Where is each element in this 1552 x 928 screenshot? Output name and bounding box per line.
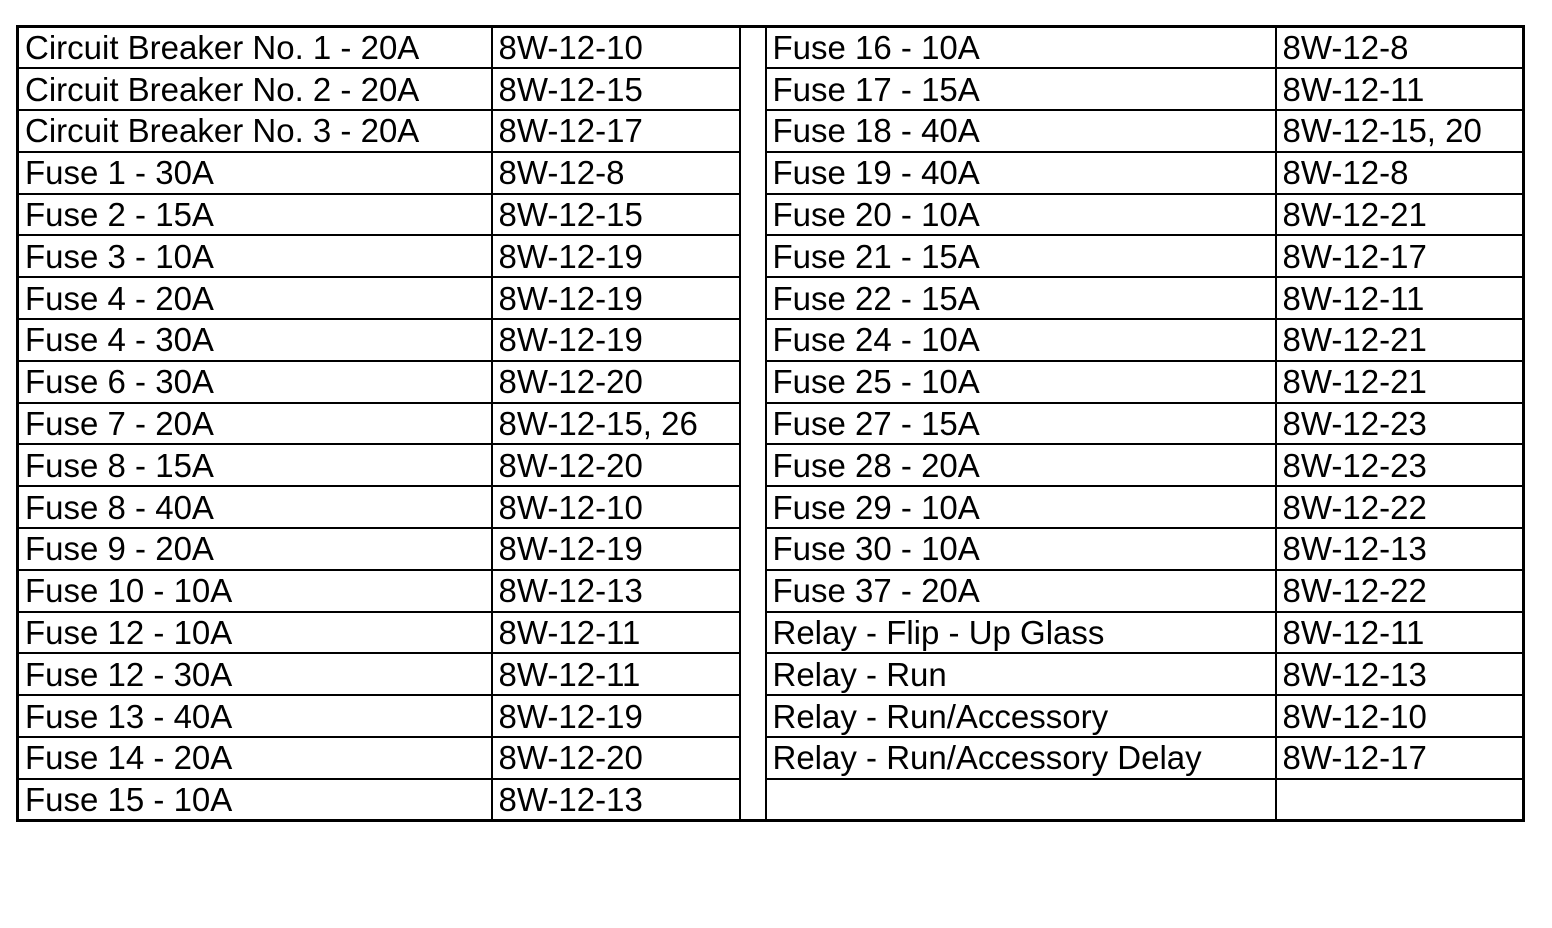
column-gap: [740, 319, 766, 361]
right-ref-cell: 8W-12-17: [1276, 235, 1524, 277]
right-ref-cell: 8W-12-23: [1276, 403, 1524, 445]
left-item-cell: Fuse 12 - 10A: [18, 612, 492, 654]
left-ref-cell: 8W-12-11: [492, 612, 740, 654]
left-ref-cell: 8W-12-20: [492, 737, 740, 779]
right-ref-cell: 8W-12-11: [1276, 277, 1524, 319]
table-row: [18, 361, 1524, 403]
right-item-cell: Relay - Run: [766, 653, 1276, 695]
left-item-cell: Fuse 8 - 15A: [18, 444, 492, 486]
right-ref-cell: 8W-12-13: [1276, 528, 1524, 570]
right-item-cell: Relay - Run/Accessory: [766, 695, 1276, 737]
right-item-cell: Fuse 18 - 40A: [766, 110, 1276, 152]
left-item-cell: Circuit Breaker No. 2 - 20A: [18, 68, 492, 110]
column-gap: [740, 68, 766, 110]
right-item-cell: [766, 779, 1276, 821]
left-ref-cell: 8W-12-13: [492, 779, 740, 821]
left-item-cell: Fuse 9 - 20A: [18, 528, 492, 570]
table-row: [18, 110, 1524, 152]
column-gap: [740, 277, 766, 319]
right-item-cell: Fuse 29 - 10A: [766, 486, 1276, 528]
table-row: [18, 779, 1524, 821]
right-item-cell: Fuse 22 - 15A: [766, 277, 1276, 319]
left-ref-cell: 8W-12-20: [492, 444, 740, 486]
right-ref-cell: 8W-12-22: [1276, 486, 1524, 528]
right-ref-cell: 8W-12-10: [1276, 695, 1524, 737]
column-gap: [740, 235, 766, 277]
table-row: [18, 653, 1524, 695]
right-item-cell: Fuse 28 - 20A: [766, 444, 1276, 486]
column-gap: [740, 444, 766, 486]
right-item-cell: Relay - Flip - Up Glass: [766, 612, 1276, 654]
right-ref-cell: 8W-12-21: [1276, 194, 1524, 236]
right-item-cell: Fuse 19 - 40A: [766, 152, 1276, 194]
column-gap: [740, 528, 766, 570]
right-item-cell: Fuse 20 - 10A: [766, 194, 1276, 236]
table-row: [18, 277, 1524, 319]
table-row: [18, 403, 1524, 445]
left-item-cell: Fuse 12 - 30A: [18, 653, 492, 695]
right-item-cell: Relay - Run/Accessory Delay: [766, 737, 1276, 779]
left-ref-cell: 8W-12-20: [492, 361, 740, 403]
table-row: [18, 68, 1524, 110]
left-ref-cell: 8W-12-10: [492, 27, 740, 69]
table-row: [18, 737, 1524, 779]
left-ref-cell: 8W-12-19: [492, 277, 740, 319]
right-item-cell: Fuse 17 - 15A: [766, 68, 1276, 110]
column-gap: [740, 27, 766, 69]
right-ref-cell: 8W-12-8: [1276, 27, 1524, 69]
column-gap: [740, 653, 766, 695]
right-ref-cell: [1276, 779, 1524, 821]
left-ref-cell: 8W-12-19: [492, 528, 740, 570]
table-row: [18, 319, 1524, 361]
table-row: [18, 152, 1524, 194]
right-item-cell: Fuse 30 - 10A: [766, 528, 1276, 570]
left-item-cell: Fuse 3 - 10A: [18, 235, 492, 277]
right-ref-cell: 8W-12-17: [1276, 737, 1524, 779]
column-gap: [740, 194, 766, 236]
left-ref-cell: 8W-12-13: [492, 570, 740, 612]
column-gap: [740, 737, 766, 779]
table-row: [18, 570, 1524, 612]
table-row: [18, 695, 1524, 737]
left-ref-cell: 8W-12-15, 26: [492, 403, 740, 445]
right-item-cell: Fuse 25 - 10A: [766, 361, 1276, 403]
left-item-cell: Fuse 8 - 40A: [18, 486, 492, 528]
column-gap: [740, 403, 766, 445]
table-row: [18, 486, 1524, 528]
left-ref-cell: 8W-12-11: [492, 653, 740, 695]
left-item-cell: Fuse 6 - 30A: [18, 361, 492, 403]
right-ref-cell: 8W-12-23: [1276, 444, 1524, 486]
left-ref-cell: 8W-12-19: [492, 319, 740, 361]
left-item-cell: Fuse 4 - 20A: [18, 277, 492, 319]
left-ref-cell: 8W-12-15: [492, 68, 740, 110]
table-body: [18, 27, 1524, 821]
table-row: [18, 235, 1524, 277]
right-ref-cell: 8W-12-22: [1276, 570, 1524, 612]
right-ref-cell: 8W-12-11: [1276, 68, 1524, 110]
left-ref-cell: 8W-12-19: [492, 695, 740, 737]
right-item-cell: Fuse 16 - 10A: [766, 27, 1276, 69]
table-row: [18, 444, 1524, 486]
left-item-cell: Fuse 15 - 10A: [18, 779, 492, 821]
left-item-cell: Fuse 1 - 30A: [18, 152, 492, 194]
right-ref-cell: 8W-12-21: [1276, 361, 1524, 403]
left-item-cell: Circuit Breaker No. 3 - 20A: [18, 110, 492, 152]
right-ref-cell: 8W-12-11: [1276, 612, 1524, 654]
right-ref-cell: 8W-12-15, 20: [1276, 110, 1524, 152]
column-gap: [740, 361, 766, 403]
left-item-cell: Fuse 2 - 15A: [18, 194, 492, 236]
right-item-cell: Fuse 27 - 15A: [766, 403, 1276, 445]
table-row: [18, 27, 1524, 69]
left-ref-cell: 8W-12-19: [492, 235, 740, 277]
left-ref-cell: 8W-12-10: [492, 486, 740, 528]
fuse-location-table: [16, 25, 1525, 822]
column-gap: [740, 110, 766, 152]
left-ref-cell: 8W-12-15: [492, 194, 740, 236]
left-item-cell: Fuse 13 - 40A: [18, 695, 492, 737]
table-row: [18, 194, 1524, 236]
right-ref-cell: 8W-12-8: [1276, 152, 1524, 194]
table-row: [18, 528, 1524, 570]
right-item-cell: Fuse 37 - 20A: [766, 570, 1276, 612]
table-row: [18, 612, 1524, 654]
right-ref-cell: 8W-12-13: [1276, 653, 1524, 695]
left-item-cell: Circuit Breaker No. 1 - 20A: [18, 27, 492, 69]
left-item-cell: Fuse 4 - 30A: [18, 319, 492, 361]
right-item-cell: Fuse 21 - 15A: [766, 235, 1276, 277]
left-item-cell: Fuse 10 - 10A: [18, 570, 492, 612]
right-item-cell: Fuse 24 - 10A: [766, 319, 1276, 361]
column-gap: [740, 612, 766, 654]
column-gap: [740, 695, 766, 737]
column-gap: [740, 152, 766, 194]
left-ref-cell: 8W-12-17: [492, 110, 740, 152]
column-gap: [740, 779, 766, 821]
left-item-cell: Fuse 7 - 20A: [18, 403, 492, 445]
right-ref-cell: 8W-12-21: [1276, 319, 1524, 361]
column-gap: [740, 570, 766, 612]
column-gap: [740, 486, 766, 528]
left-item-cell: Fuse 14 - 20A: [18, 737, 492, 779]
left-ref-cell: 8W-12-8: [492, 152, 740, 194]
